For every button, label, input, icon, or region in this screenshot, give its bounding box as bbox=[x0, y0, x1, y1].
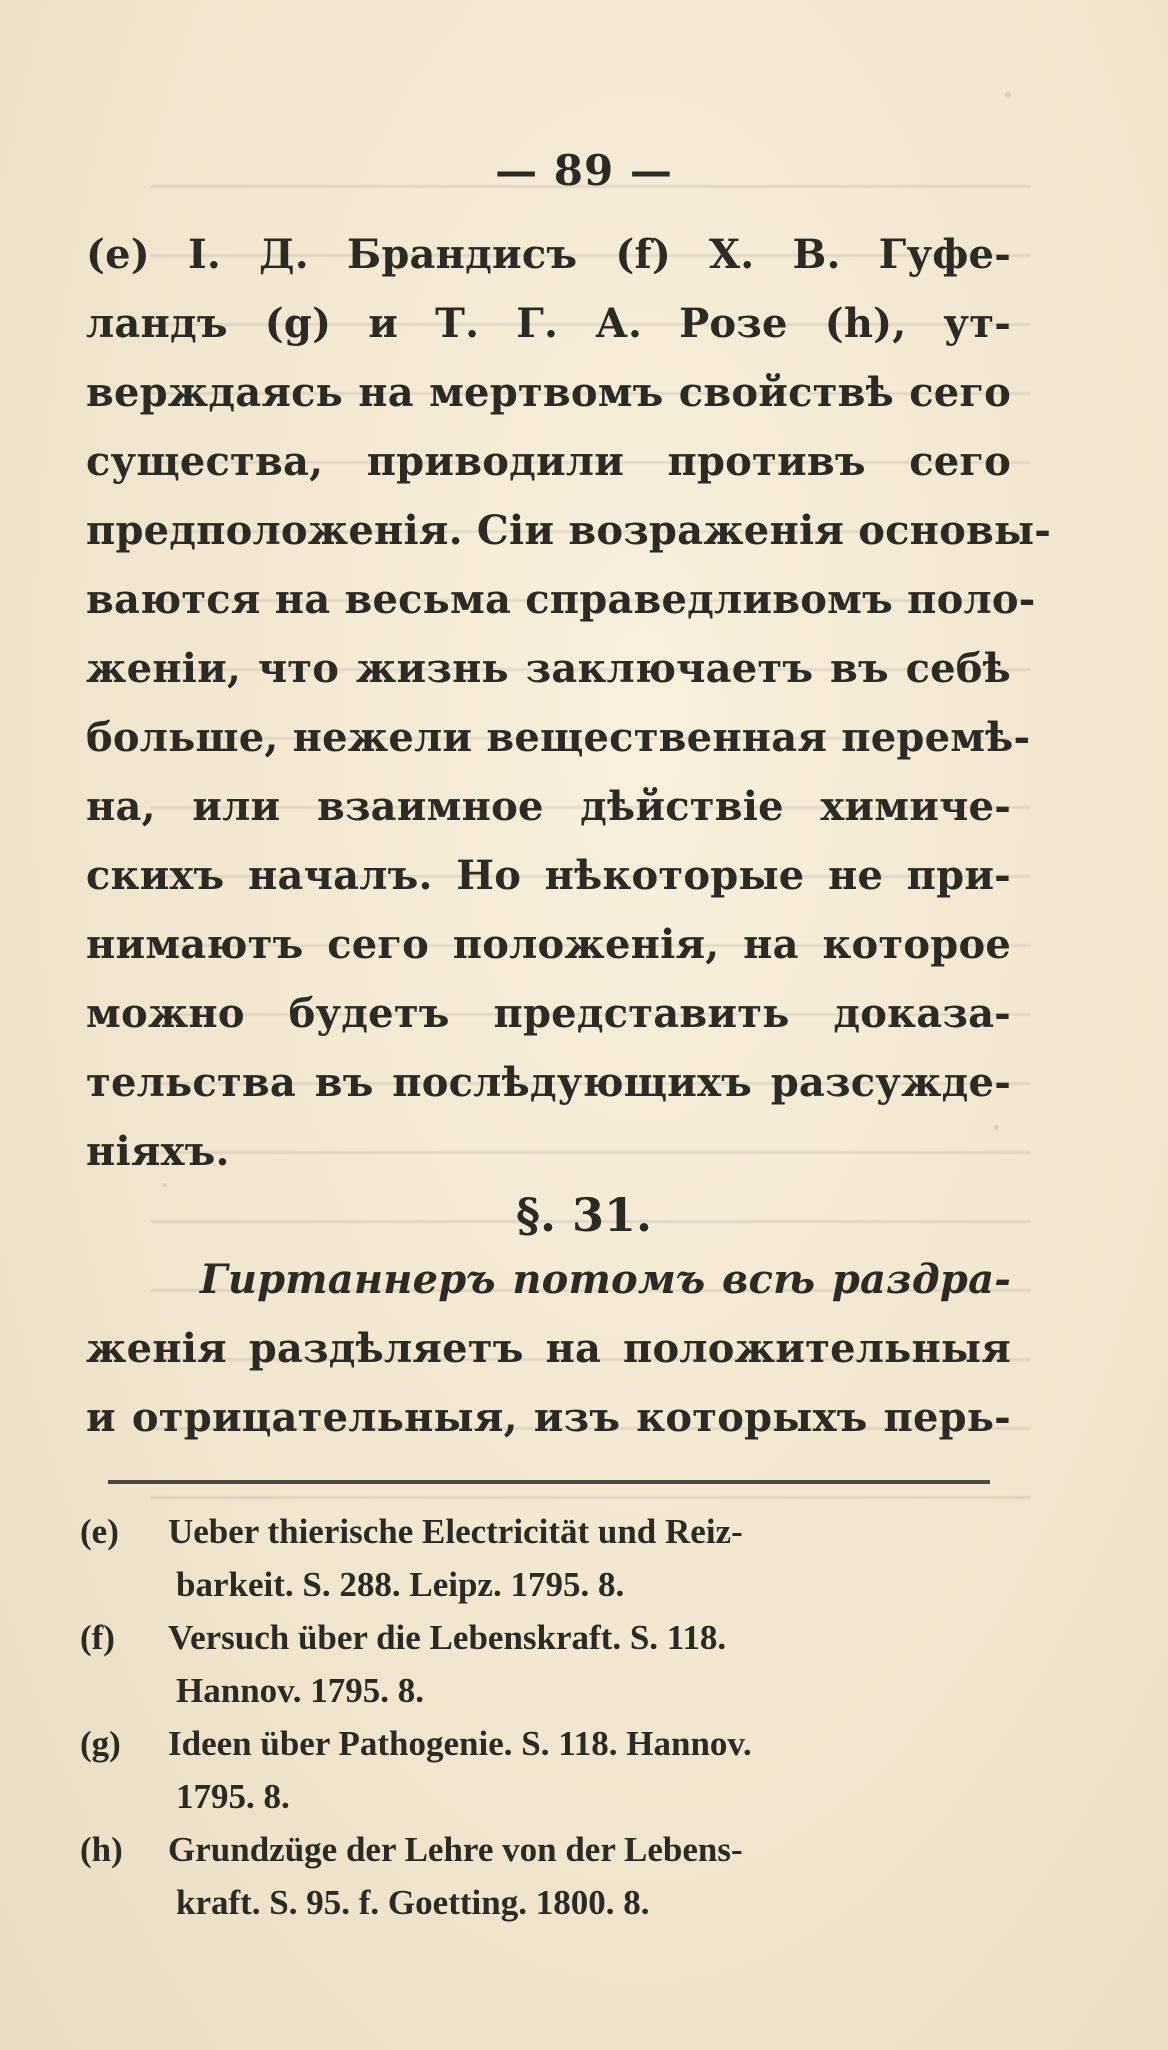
text-run: ландъ (g) и Т. Г. А. Розе (h), ут- bbox=[86, 300, 1011, 347]
section-text-line bbox=[86, 1383, 1011, 1452]
main-text-line bbox=[86, 634, 1011, 703]
main-text-line bbox=[86, 220, 1011, 289]
main-text-line bbox=[86, 772, 1011, 841]
footnote-text bbox=[168, 1611, 1015, 1717]
text-run: верждаясь на мертвомъ свойствѣ сего bbox=[86, 369, 1011, 416]
footnote-mark: (g) bbox=[80, 1724, 121, 1763]
section-text-line bbox=[86, 1245, 1011, 1314]
footnote bbox=[80, 1717, 1015, 1823]
main-text bbox=[86, 220, 1052, 1186]
section-heading: §. 31. bbox=[515, 1188, 653, 1242]
footnote-line: barkeit. S. 288. Leipz. 1795. 8. bbox=[176, 1565, 625, 1604]
text-run: женіи, что жизнь заключаетъ въ себѣ bbox=[86, 645, 1011, 692]
text-run: тельства въ послѣдующихъ разсужде- bbox=[86, 1059, 1011, 1106]
footnote-line: kraft. S. 95. f. Goetting. 1800. 8. bbox=[176, 1883, 650, 1922]
footnote-text bbox=[168, 1505, 1015, 1611]
text-run: ваются на весьма справедливомъ поло- bbox=[86, 576, 1036, 623]
page-number: — 89 — bbox=[495, 146, 673, 195]
text-run: и отрицательныя, изъ которыхъ перь- bbox=[86, 1394, 1011, 1441]
text-run: больше, нежели вещественная перемѣ- bbox=[86, 714, 1031, 761]
footnote-line: Ideen über Pathogenie. S. 118. Hannov. bbox=[168, 1724, 752, 1763]
footnote bbox=[80, 1823, 1015, 1929]
section-text bbox=[86, 1245, 1011, 1452]
footnote-line: 1795. 8. bbox=[176, 1777, 290, 1816]
footnote-line: Hannov. 1795. 8. bbox=[176, 1671, 424, 1710]
main-text-line bbox=[86, 703, 1031, 772]
text-run: на, или взаимное дѣйствіе химиче- bbox=[86, 783, 1011, 830]
footnote-text bbox=[168, 1717, 1015, 1823]
text-run: можно будетъ представить доказа- bbox=[86, 990, 1011, 1037]
text-run: (e) I. Д. Брандисъ (f) Х. В. Гуфе- bbox=[86, 231, 1011, 278]
main-text-line bbox=[86, 358, 1011, 427]
footnotes bbox=[80, 1505, 1015, 1929]
footnote-line: Grundzüge der Lehre von der Lebens- bbox=[168, 1830, 743, 1869]
main-text-line bbox=[86, 979, 1011, 1048]
section-text-line bbox=[86, 1314, 1011, 1383]
main-text-line bbox=[86, 565, 1036, 634]
main-text-line bbox=[86, 1117, 1011, 1186]
main-text-line bbox=[86, 1048, 1011, 1117]
main-text-line bbox=[86, 289, 1011, 358]
main-text-line bbox=[86, 496, 1052, 565]
text-run: существа, приводили противъ сего bbox=[86, 438, 1011, 485]
paper-spot bbox=[1005, 92, 1011, 98]
footnote-mark: (f) bbox=[80, 1618, 115, 1657]
text-run: скихъ началъ. Но нѣкоторые не при- bbox=[86, 852, 1011, 899]
text-run: предположенія. Сіи возраженія основы- bbox=[86, 507, 1052, 554]
footnote-line: Versuch über die Lebenskraft. S. 118. bbox=[168, 1618, 727, 1657]
footnote-line: Ueber thierische Electricität und Reiz- bbox=[168, 1512, 743, 1551]
text-run: Гиртаннеръ потомъ всѣ раздра- bbox=[200, 1256, 1011, 1303]
footnote-divider bbox=[108, 1480, 990, 1484]
text-run: женія раздѣляетъ на положительныя bbox=[86, 1325, 1011, 1372]
text-run: ніяхъ. bbox=[86, 1128, 230, 1175]
text-run: нимаютъ сего положенія, на которое bbox=[86, 921, 1011, 968]
main-text-line bbox=[86, 841, 1011, 910]
main-text-line bbox=[86, 910, 1011, 979]
footnote-text bbox=[168, 1823, 1015, 1929]
footnote-mark: (h) bbox=[80, 1830, 123, 1869]
main-text-line bbox=[86, 427, 1011, 496]
footnote bbox=[80, 1611, 1015, 1717]
footnote-mark: (e) bbox=[80, 1512, 119, 1551]
footnote bbox=[80, 1505, 1015, 1611]
